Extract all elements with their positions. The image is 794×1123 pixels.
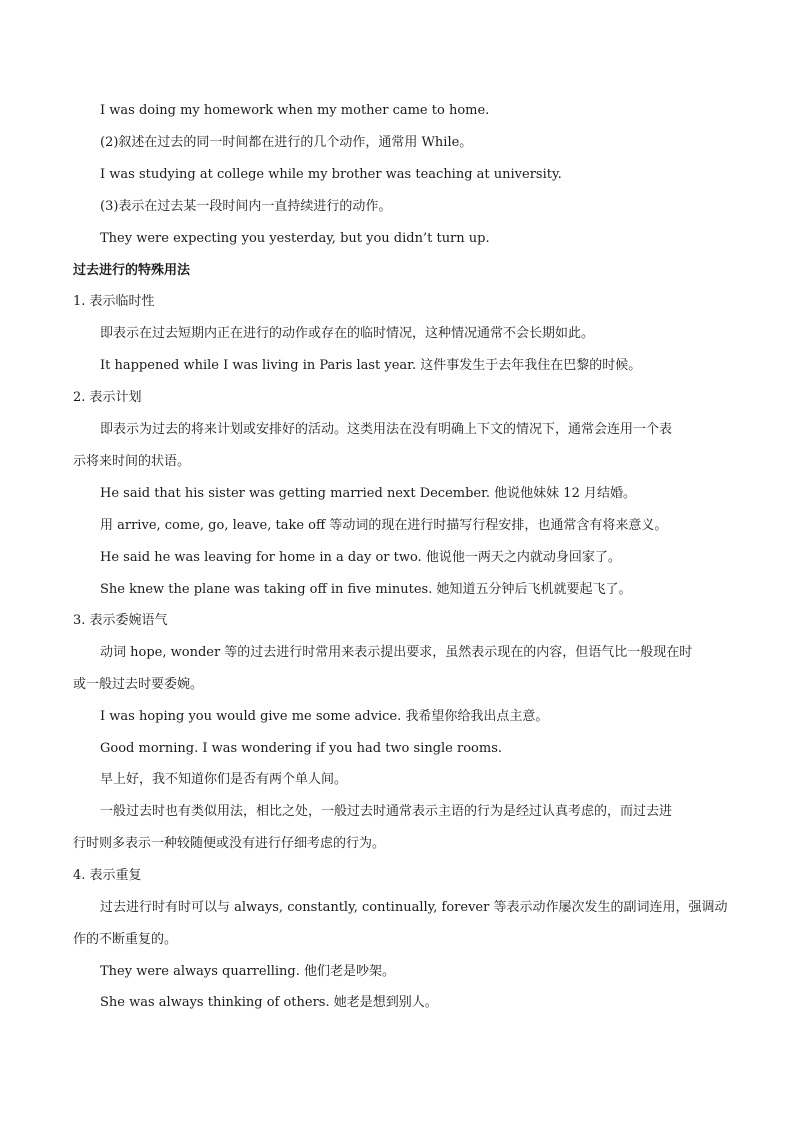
subheading: 4. 表示重复 xyxy=(73,868,142,883)
rule-text: 过去进行时有时可以与 always, constantly, continually, forever 等表示动作屡次发生的副词连用，强调动 xyxy=(100,900,728,915)
rule-text: 动词 hope, wonder 等的过去进行时常用来表示提出要求，虽然表示现在的内容，但语气比一般现在时 xyxy=(100,645,693,660)
example-sentence: I was hoping you would give me some advice. 我希望你给我出点主意。 xyxy=(100,709,549,724)
rule-text: 或一般过去时要委婉。 xyxy=(73,677,204,692)
subheading: 2. 表示计划 xyxy=(73,390,142,405)
rule-text: (3)表示在过去某一段时间内一直持续进行的动作。 xyxy=(100,199,392,214)
rule-text: 用 arrive, come, go, leave, take off 等动词的现在进行时描写行程安排，也通常含有将来意义。 xyxy=(100,518,668,533)
rule-text: 一般过去时也有类似用法，相比之处，一般过去时通常表示主语的行为是经过认真考虑的，而过去进 xyxy=(100,804,673,819)
example-sentence: I was doing my homework when my mother came to home. xyxy=(100,103,490,118)
rule-text: 示将来时间的状语。 xyxy=(73,454,191,469)
example-sentence: He said that his sister was getting married next December. 他说他妹妹 12 月结婚。 xyxy=(100,486,636,501)
rule-text: 作的不断重复的。 xyxy=(73,932,178,947)
example-sentence: It happened while I was living in Paris last year. 这件事发生于去年我住在巴黎的时候。 xyxy=(100,358,642,373)
rule-text: 行时则多表示一种较随便或没有进行仔细考虑的行为。 xyxy=(73,836,386,851)
example-sentence: I was studying at college while my brother was teaching at university. xyxy=(100,167,562,182)
rule-text: 即表示为过去的将来计划或安排好的活动。这类用法在没有明确上下文的情况下，通常会连用一个表 xyxy=(100,422,673,437)
subheading: 3. 表示委婉语气 xyxy=(73,613,168,628)
rule-text: 即表示在过去短期内正在进行的动作或存在的临时情况，这种情况通常不会长期如此。 xyxy=(100,326,595,341)
example-sentence: He said he was leaving for home in a day or two. 他说他一两天之内就动身回家了。 xyxy=(100,550,621,565)
example-translation: 早上好，我不知道你们是否有两个单人间。 xyxy=(100,772,348,787)
example-sentence: Good morning. I was wondering if you had two single rooms. xyxy=(100,741,503,756)
section-heading: 过去进行的特殊用法 xyxy=(73,263,191,278)
rule-text: (2)叙述在过去的同一时间都在进行的几个动作，通常用 While。 xyxy=(100,135,473,150)
example-sentence: She was always thinking of others. 她老是想到别人。 xyxy=(100,995,438,1010)
example-sentence: They were always quarrelling. 他们老是吵架。 xyxy=(100,964,396,979)
subheading: 1. 表示临时性 xyxy=(73,294,155,309)
example-sentence: They were expecting you yesterday, but you didn’t turn up. xyxy=(100,231,490,246)
example-sentence: She knew the plane was taking off in five minutes. 她知道五分钟后飞机就要起飞了。 xyxy=(100,582,632,597)
